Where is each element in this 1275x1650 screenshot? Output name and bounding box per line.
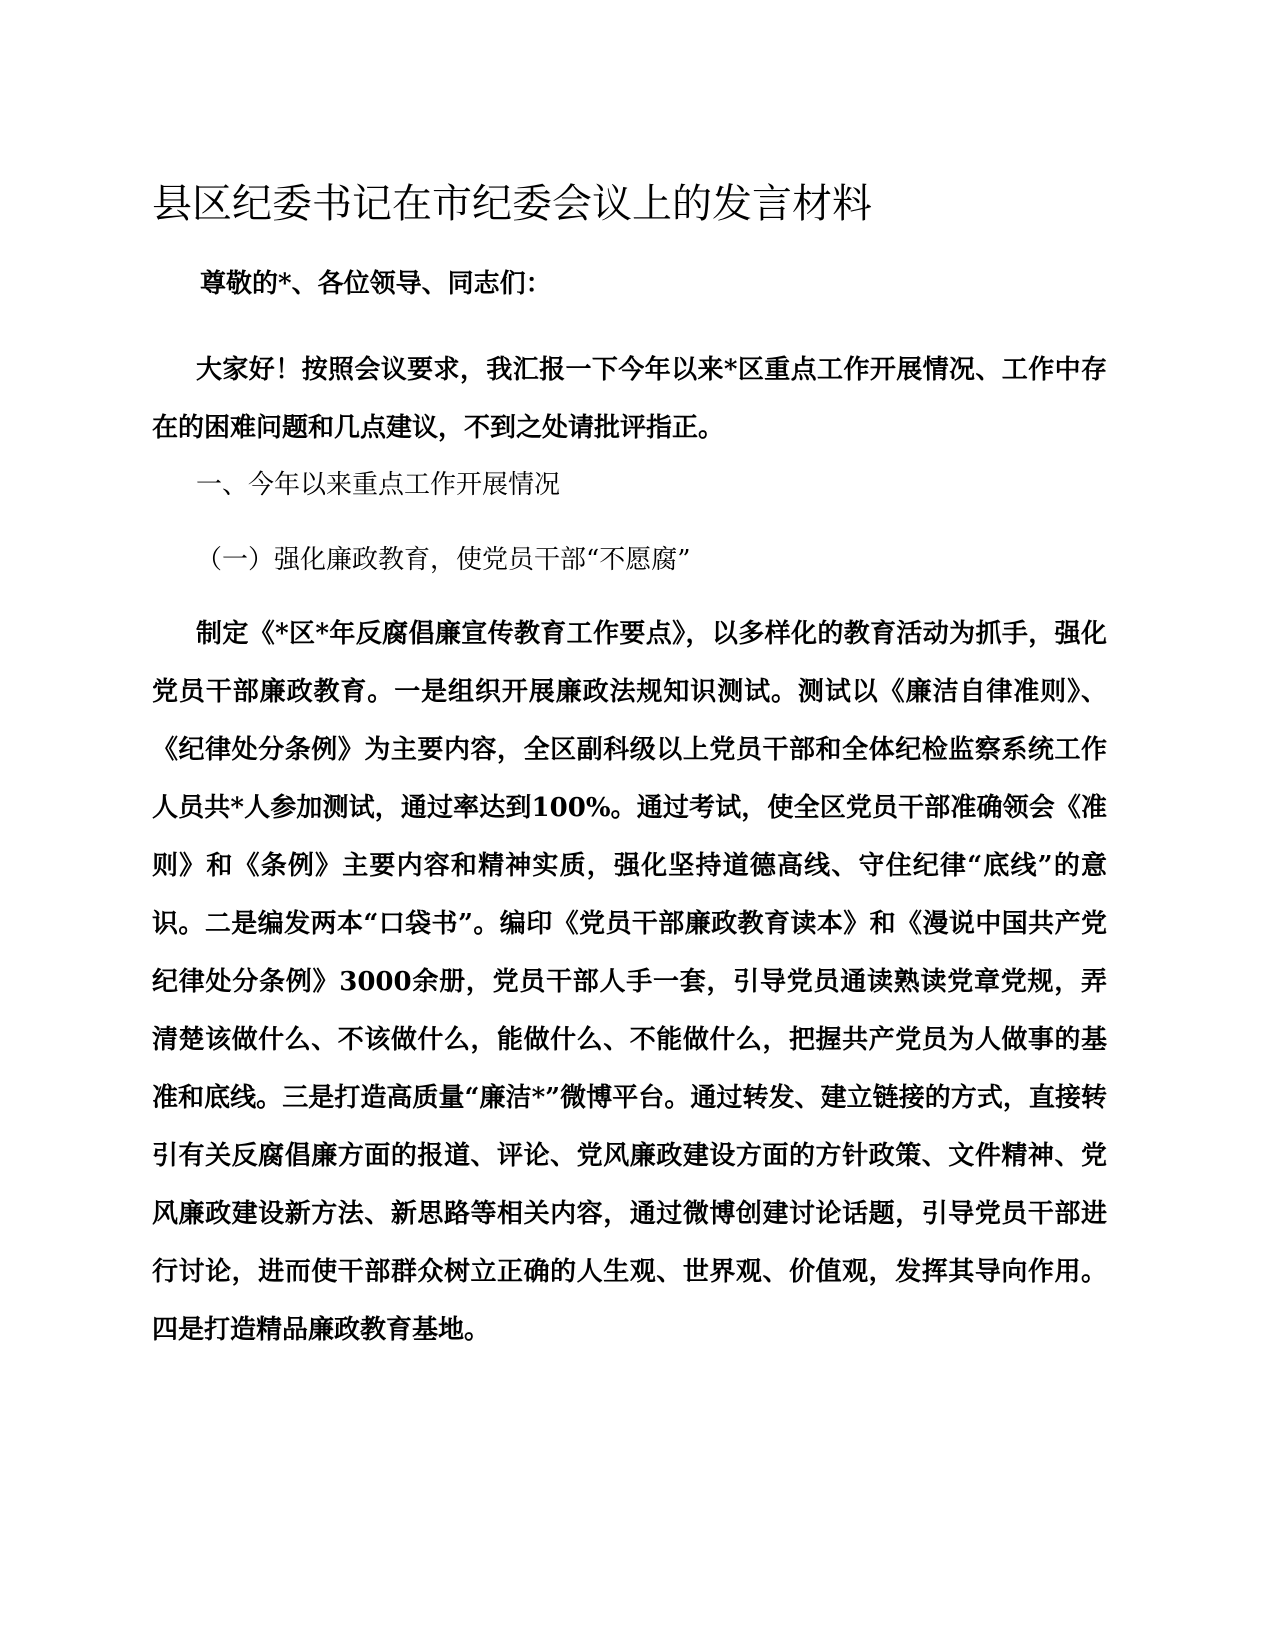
salutation: 尊敬的*、各位领导、同志们： <box>200 269 552 299</box>
document-title: 县区纪委书记在市纪委会议上的发言材料 <box>152 181 872 227</box>
section-heading: 一、今年以来重点工作开展情况 <box>196 470 561 500</box>
subsection-heading: （一）强化廉政教育，使党员干部“不愿腐” <box>196 545 691 575</box>
intro-paragraph: 大家好！按照会议要求，我汇报一下今年以来*区重点工作开展情况、工作中存在的困难问题和几点建议，不到之处请批评指正。 <box>152 355 1107 443</box>
body-paragraph: 制定《*区*年反腐倡廉宣传教育工作要点》，以多样化的教育活动为抓手，强化党员干部廉政教育。一是组织开展廉政法规知识测试。测试以《廉洁自律准则》、《纪律处分条例》为主要内容，全区副科级以上党员干部和全体纪检监察系统工作人员共*人参加测试，通过率达到100%。通过考试，使全区党员干部准确领会《准则》和《条例》主要内容和精神实质，强化坚持道德高线、守住纪律“底线”的意识。二是编发两本“口袋书”。编印《党员干部廉政教育读本》和《漫说中国共产党纪律处分条例》3000余册，党员干部人手一套，引导党员通读熟读党章党规，弄清楚该做什么、不该做什么，能做什么、不能做什么，把握共产党员为人做事的基准和底线。三是打造高质量“廉洁*”微博平台。通过转发、建立链接的方式，直接转引有关反腐倡廉方面的报道、评论、党风廉政建设方面的方针政策、文件精神、党风廉政建设新方法、新思路等相关内容，通过微博创建讨论话题，引导党员干部进行讨论，进而使干部群众树立正确的人生观、世界观、价值观，发挥其导向作用。四是打造精品廉政教育基地。 <box>152 619 1107 1345</box>
